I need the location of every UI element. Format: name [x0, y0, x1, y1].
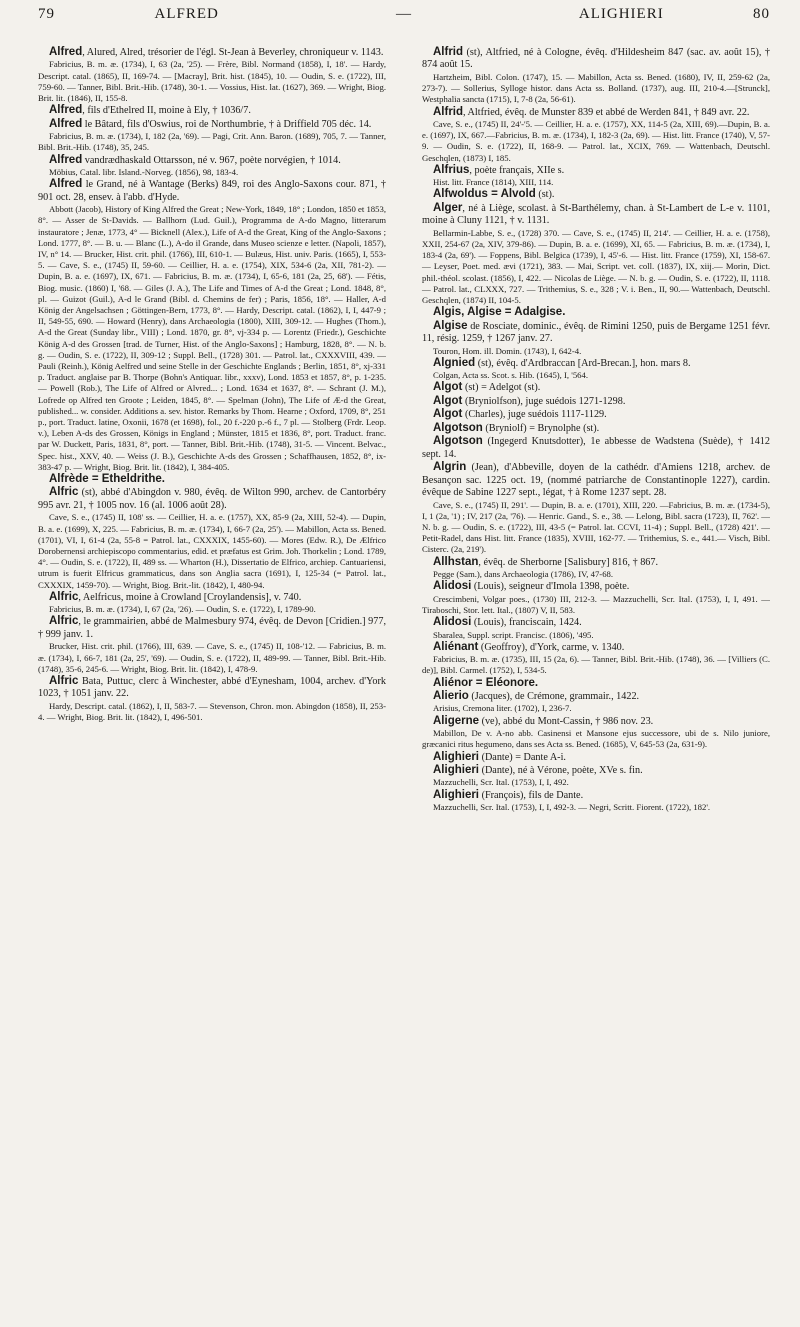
dictionary-entry	[422, 357, 770, 370]
reference-list: Fabricius, B. m. æ. (1734), I, 67 (2a, '26). — Oudin, S. e. (1722), I, 1789-90.	[49, 604, 316, 615]
reference-list: Sbaralea, Suppl. script. Francisc. (1806), '495.	[433, 629, 594, 640]
dictionary-entry	[422, 188, 770, 201]
dictionary-entry	[422, 320, 770, 346]
entry-headword: Aliénant	[433, 640, 479, 653]
reference-list: Bellarmin-Labbe, S. e., (1728) 370. — Cave, S. e., (1745) II, 214'. — Ceillier, H. a. e. (1758), XXII, 254-67 (2a, XIV, 379-86). — Dupin, B. a. e. (1699), XI, 65. — Fabricius, B. m. æ. (1734), I, 183-4 (2a, 69'). — Foppens, Bibl. Belgica (1739), I, 45'-6. — Hist. litt. France (1759), XI, 158-67. — Leyser, Poet. med. ævi (1721), 383. — Mai, Script. vet. coll. (1837), IX, xiij.— Morin, Dict. phil.-théol. scolast. (1856), I, 422. — Nicolas de Liège. — N. b. g. — Oudin, S. e. (1722), II, 1118. — Patrol. lat., CLXXX, 727. — Trithemius, S. e., 328 ; V. i. Ben., II, 90.— Wattenbach, Deutschl. Geschqlen, (1874) II, 104-5.	[422, 227, 770, 306]
entry-headword: Allhstan	[433, 555, 479, 568]
entry-description: , évêq. de Sherborne [Salisbury] 816, † 867.	[478, 556, 659, 568]
entry-headword: Alighieri	[433, 750, 480, 763]
entry-description: , le grammairien, abbé de Malmesbury 974, évêq. de Devon [Cridien.] 977, † 999 janv. 1.	[38, 616, 386, 640]
entry-headword: Alfred	[49, 153, 83, 166]
reference-list: Pegge (Sam.), dans Archaeologia (1786), IV, 47-68.	[433, 568, 614, 579]
entry-description: , né à Liège, scolast. à St-Barthélemy, chan. à St-Lambert de L-e v. 1101, moine à Cluny 1121, † v. 1131.	[422, 202, 770, 227]
dictionary-entry	[422, 461, 770, 499]
entry-description: vandrædhaskald Ottarsson, né v. 967, poète norvégien, † 1014.	[82, 154, 341, 166]
dictionary-entry	[422, 306, 770, 319]
dictionary-entry	[422, 556, 770, 569]
entry-description: (Louis), franciscain, 1424.	[471, 617, 582, 629]
entry-description: (st), abbé d'Abingdon v. 980, évêq. de Wilton 990, archev. de Cantorbéry 995 avr. 21, † 1005 nov. 16 (al. 1006 août 28).	[38, 487, 386, 511]
reference-list: Hardy, Descript. catal. (1862), I, II, 583-7. — Stevenson, Chron. mon. Abingdon (1858), II, 253-4. — Wright, Biog. Brit. lit. (1842), I, 496-501.	[38, 700, 386, 723]
entry-headword: Alfrius	[433, 163, 470, 176]
dictionary-entry	[422, 381, 770, 394]
reference-list: Fabricius, B. m. æ. (1734), I, 182 (2a, '69). — Pagi, Crit. Ann. Baron. (1689), 705, 7. — Tanner, Bibl. Brit.-Hib. (1748), 35, 245.	[38, 131, 386, 153]
dictionary-entry	[38, 104, 386, 117]
entry-description: (Louis), seigneur d'Imola 1398, poète.	[471, 581, 630, 593]
entry-description: , Altfried, évêq. de Munster 839 et abbé de Werden 841, † 849 avr. 22.	[463, 106, 750, 118]
entry-headword: Algotson	[433, 421, 483, 434]
entry-headword: Alighieri	[433, 788, 480, 801]
reference-list: Mabillon, De v. A-no abb. Casinensi et Mansone ejus successore, ubi de s. Nilo juniore, græcanici ritus hegumeno, dans ses Acta ss. Bened. (1685), V, 645-53 (2a, 631-9).	[422, 728, 770, 750]
entry-description: , fils d'Ethelred II, moine à Ely, † 1036/7.	[82, 105, 251, 117]
entry-headword: Alfred	[49, 104, 83, 117]
entry-headword: Algot	[433, 381, 463, 394]
entry-headword: Alfred	[49, 46, 83, 58]
entry-headword: Alighieri	[433, 763, 480, 776]
dictionary-entry	[38, 473, 386, 486]
entry-headword: Alfred	[49, 178, 83, 191]
running-header	[38, 6, 770, 46]
entry-description: le Grand, né à Wantage (Berks) 849, roi des Anglo-Saxons cour. 871, † 901 oct. 28, ensev. à l'abb. d'Hyde.	[38, 179, 386, 203]
dictionary-entry	[38, 615, 386, 641]
reference-list: Cave, S. e., (1745) II, 291'. — Dupin, B. a. e. (1701), XIII, 220. —Fabricius, B. m. æ. (1734-5), I, 1 (2a, '1) ; IV, 217 (2a, '76). — Henric. Gand., S. e., 38. — Lelong, Bibl. sacra (1723), II, 762'. — N. b. g. — Oudin, S. e. (1722), III, 43-5 (= Patrol. lat. CCVI, 11-4) ; Suppl. Bell., (1728) 421'. — Petit-Radel, dans Hist. litt. France (1835), XVIII, 162-77. — Trithemius, S. e., 441.— Visch, Bibl. Cisterc. (2a, 219').	[422, 499, 770, 555]
entry-description: (Jean), d'Abbeville, doyen de la cathédr. d'Amiens 1218, archev. de Besançon sac. 1225 oct. 19, (nommé patriarche de Constantinople 1227), cardin. évêque de Sabine 1227 sept., légat, † à Rome 1237 sept. 28.	[422, 462, 770, 499]
dictionary-entry	[422, 580, 770, 593]
entry-description: (Dante) = Dante A-i.	[479, 751, 566, 763]
reference-list: Mazzuchelli, Scr. Ital. (1753), I, I, 492-3. — Negri, Scritt. Fiorent. (1722), 182'.	[433, 802, 711, 813]
entry-headword: Alidosi	[433, 580, 472, 593]
dictionary-entry	[38, 486, 386, 512]
entry-headword: Alfrid	[433, 46, 464, 58]
reference-list: Touron, Hom. ill. Domin. (1743), I, 642-4.	[433, 345, 582, 356]
left-column	[38, 46, 386, 813]
entry-headword: Alger	[433, 201, 463, 214]
reference-list: Mazzuchelli, Scr. Ital. (1753), I, I, 492.	[433, 777, 569, 788]
entry-headword: Alfric	[49, 590, 79, 603]
dictionary-entry	[422, 789, 770, 802]
entry-description: (st), évêq. d'Ardbraccan [Ard-Brecan.], hon. mars 8.	[475, 357, 691, 369]
entry-headword: Alidosi	[433, 616, 472, 629]
entry-description: (Jacques), de Crémone, grammair., 1422.	[468, 691, 640, 703]
running-title-right: ALIGHIERI	[578, 6, 664, 22]
entry-headword: Alfric	[49, 486, 79, 499]
entry-description: (Ingegerd Knutsdotter), 1e abbesse de Wadstena (Suède), † 1412 sept. 14.	[422, 436, 770, 460]
entry-headword: Algotson	[433, 435, 483, 448]
dictionary-entry	[422, 641, 770, 654]
reference-list: Brucker, Hist. crit. phil. (1766), III, 639. — Cave, S. e., (1745) II, 108-'12. — Fabricius, B. m. æ. (1734), I, 66-7, 181 (2a, 25', '69). — Oudin, S. e. (1722), II, 489-99. — Tanner, Bibl. Brit.-Hib. (1748), 35-6, 245-6. — Wright, Biog. Brit. lit. (1842), I, 478-9.	[38, 641, 386, 674]
reference-list: Abbott (Jacob), History of King Alfred the Great ; New-York, 1849, 18° ; London, 1850 et 1853, 8°. — Asser de St-Davids. — Ballhorn (Lud. Guil.), Programma de A-do Magno, litterarum instauratore ; Jenæ, 1773, 4° — Bicknell (Alex.), Life of A-d the Great, King of the Anglo-Saxons ; Lond. 1777, 8°. — B. u. — Blanc (L.), A-do il Grande, dans Museo scienze e letter. (Napoli, 1857), IV, n° 14. — Brucker, Hist. crit. phil. (1766), III, 610-1. — Bulæus, Hist. univ. Paris. (1665), I, 553-5. — Cave, S. e., (1745) II, 59-60. — Ceillier, H. a. e. (1754), XIX, 534-6 (2a, XII, 781-2). — Dupin, B. a. e. (1697), IX, 671. — Fabricius, B. m. æ. (1734), I, 65-6, 181 (2a, 25, 68'). — Fétis, Biog. music. (1860) I, '68. — Giles (J. A.), The Life and Times of A-d the Great ; Lond. 1848, 8°, pl. — Guizot (Guil.), A-d le Grand (Bibl. d. Chemins de fer) ; Paris, 1856, 18°. — Haller, A-d König der Angelsachsen ; Göttingen-Bern, 1773, 8°. — Hardy, Descript. catal. (1862), I, I, 447-9 ; II, 549-55, 690. — Howard (Henry), dans Archaeologia (1800), XIII, 309-12. — Hughes (Thom.), A-d the Great (Sunday libr., VIII) ; Lond. 1870, gr. 8°, vj-334 p. — Lorentz (Friedr.), Geschichte König A-d des Grossen [trad. de Turner, Hist. of the Anglo-Saxons] ; Hamburg, 1828, 8°. — N. b. g. — Oudin, S. e. (1722), II, 309-12 ; Suppl. Bell., (1728) 301. — Patrol. lat., CXXXVIII, 439. — Pauli (Reinh.), König Aelfred und seine Stelle in der Geschichte Englands ; Berlin, 1851, 8°, xj-331 p. Traduct. anglaise par B. Thorpe (Bohn's Antiquar. libr., xxxv), Lond. 1853 et 1857, 8°, p. 1-235. — Powell (Rob.), The Life of Alfred or Alvred... ; Lond. 1634 et 1637, 8°. — Schrant (J. M.), Lofrede op Alfred ten Groote ; Leiden, 1845, 8°. — Spelman (John), The Life of Æ-d the Great, published... w. consider. Additions a. sev. histor. Remarks by Thom. Hearne ; Oxford, 1709, 8°, 251 p., port. Traduct. latine, Oxonii, 1678 (et 1698), fol., 20 f.-220 p.-6 f., 7 pl. — Stolberg (Frdr. Leop. v.), Leben A-ds des Grossen, Königs in England ; Münster, 1815 et 1836, 8°, port. Traduct. franc. par W. Duckett, Paris, 1831, 8°, port. — Tanner, Bibl. Brit.-Hib. (1748), 31-5. — Vincent. Belvac., Spec. hist., XXV, 40. — Weiss (J. B.), Geschichte A-ds des Grossen ; Schaffhausen, 1852, 8°, ix-383-47 p. — Wright, Biog. Brit. lit. (1842), I, 384-405.	[38, 204, 386, 472]
running-title-dash: —	[395, 6, 412, 22]
dictionary-entry	[422, 715, 770, 728]
entry-description: , poète français, XIIe s.	[469, 164, 565, 176]
running-title-left: ALFRED	[154, 6, 219, 22]
dictionary-entry	[422, 764, 770, 777]
reference-list: Hist. litt. France (1814), XIII, 114.	[433, 177, 554, 188]
dictionary-entry	[422, 46, 770, 72]
reference-list: Arisius, Cremona liter. (1702), I, 236-7.	[433, 703, 572, 714]
dictionary-entry	[422, 690, 770, 703]
dictionary-entry	[422, 616, 770, 629]
entry-headword: Algrin	[433, 461, 467, 474]
entry-description: (Geoffroy), d'York, carme, v. 1340.	[478, 641, 625, 653]
reference-list: Fabricius, B. m. æ. (1734), I, 63 (2a, '25). — Frère, Bibl. Normand (1858), I, 18'. — Hardy, Descript. catal. (1865), II, 169-74. — [Macray], Brit. hist. (1845), 10. — Oudin, S. e. (1722), III, 759-60. — Tanner, Bibl. Brit.-Hib. (1748), 30-1. — Vossius, Hist. lat. (1627), 369. — Wright, Biog. Brit. lit. (1846), II, 155-8.	[38, 59, 386, 104]
entry-headword: Algot	[433, 408, 463, 421]
entry-description: (François), fils de Dante.	[479, 789, 584, 801]
entry-headword: Alierio	[433, 690, 469, 703]
entry-headword: Alfric	[49, 615, 79, 628]
dictionary-entry	[422, 422, 770, 435]
entry-description: (Dante), né à Vérone, poète, XVe s. fin.	[479, 764, 643, 776]
reference-list: Hartzheim, Bibl. Colon. (1747), 15. — Mabillon, Acta ss. Bened. (1680), IV, II, 259-62 (2a, 273-7). — Sollerius, Sylloge histor. dans Acta ss. Bolland. (1737), aug. III, 210-4.—[Strunck], Westphalia sancta (1715), I, 7-8 (2a, 56-61).	[422, 71, 770, 105]
dictionary-entry	[38, 675, 386, 701]
dictionary-entry	[38, 591, 386, 604]
reference-list: Crescimbeni, Volgar poes., (1730) III, 212-3. — Mazzuchelli, Scr. Ital. (1753), I, I, 491. — Tiraboschi, Stor. lett. Ital., (1807) V, II, 583.	[422, 593, 770, 615]
entry-description: (Bryniolfson), juge suédois 1271-1298.	[462, 395, 626, 407]
reference-list: Colgan, Acta ss. Scot. s. Hib. (1645), I, '564.	[433, 370, 589, 381]
reference-list: Cave, S. e., (1745) II, 24'-'5. — Ceillier, H. a. e. (1757), XX, 114-5 (2a, XIII, 69).—Dupin, B. a. e. (1697), IX, 667.—Fabricius, B. m. æ. (1734), I, 182-3 (2a, 69). — Hist. litt. France (1740), V, 57-9. — Oudin, S. e. (1722), II, 168-9. — Patrol. lat., XCIX, 769. — Wattenbach, Deutschl. Geschqlen, (1873) I, 185.	[422, 118, 770, 163]
entry-description: (st), Altfried, né à Cologne, évêq. d'Hildesheim 847 (sac. av. août 15), † 874 août 15.	[422, 47, 770, 71]
entry-description: le Bâtard, fils d'Oswius, roi de Northumbrie, † à Driffield 705 déc. 14.	[82, 118, 372, 130]
dictionary-entry	[38, 46, 386, 59]
dictionary-entry	[422, 751, 770, 764]
entry-headword: Aligerne	[433, 714, 480, 727]
dictionary-entry	[422, 677, 770, 690]
dictionary-entry	[422, 106, 770, 119]
dictionary-entry	[422, 435, 770, 461]
dictionary-entry	[38, 154, 386, 167]
entry-headword: Alfwoldus = Alvold	[433, 188, 536, 201]
page-number-left: 79	[38, 6, 55, 22]
entry-description: (Bryniolf) = Brynolphe (st).	[482, 422, 600, 434]
entry-headword: Alfrid	[433, 105, 464, 118]
entry-description: (st).	[535, 189, 555, 201]
dictionary-entry	[38, 118, 386, 131]
entry-headword: Algot	[433, 394, 463, 407]
entry-description: , Alured, Alred, trésorier de l'égl. St-Jean à Beverley, chroniqueur v. 1143.	[82, 47, 384, 58]
entry-description: (Charles), juge suédois 1117-1129.	[462, 409, 607, 421]
dictionary-entry	[422, 164, 770, 177]
entry-headword: Aliénor = Eléonore.	[433, 676, 539, 689]
reference-list: Cave, S. e., (1745) II, 108' ss. — Ceillier, H. a. e. (1757), XX, 85-9 (2a, XIII, 52-4). — Dupin, B. a. e. (1699), X, 225. — Fabricius, B. m. æ. (1734), I, 66-7 (2a, 25'). — Mabillon, Acta ss. Bened. (1701), VI, I, 61-4 (2a, 55-8 = Patrol. lat., CXXXIX, 1455-60). — Mores (Edw. R.), De Ælfrico Dorobernensi archiepiscopo commentarius, edid. et præfatus est Grim. Joh. Thorkelin ; Lond. 1789, 4°. — Oudin, S. e. (1722), II, 489 ss. — Wharton (H.), Dissertatio de Elfrico, archiep. Cantuariensi, utrum is fuerit Elfricus grammaticus, dans son Anglia sacra (1691), I, 125-34 (= Patrol. lat., CXXXIX, 1459-70). — Wright, Biog. Brit.-lit. (1842), I, 480-94.	[38, 512, 386, 590]
entry-headword: Algnied	[433, 356, 476, 369]
entry-description: (ve), abbé du Mont-Cassin, † 986 nov. 23.	[479, 715, 654, 727]
entry-description: de Rosciate, dominic., évêq. de Rimini 1250, puis de Bergame 1251 févr. 11, résig. 1259, † 1267 janv. 27.	[422, 320, 770, 345]
columns	[38, 46, 770, 813]
entry-description: , Aelfricus, moine à Crowland [Croylandensis], v. 740.	[78, 591, 302, 603]
entry-headword: Alfrède = Etheldrithe.	[49, 473, 165, 486]
right-column	[422, 46, 770, 813]
entry-headword: Alfred	[49, 117, 83, 130]
reference-list: Möbius, Catal. libr. Island.-Norveg. (1856), 98, 183-4.	[49, 167, 239, 178]
page-number-right: 80	[752, 6, 770, 22]
dictionary-entry	[422, 408, 770, 421]
reference-list: Fabricius, B. m. æ. (1735), III, 15 (2a, 6). — Tanner, Bibl. Brit.-Hib. (1748), 36. — [Villiers (C. de)], Bibl. Carmel. (1752), I, 534-5.	[422, 654, 770, 676]
dictionary-entry	[422, 395, 770, 408]
entry-headword: Alfric	[49, 674, 79, 687]
entry-headword: Algis, Algise = Adalgise.	[433, 306, 566, 319]
entry-headword: Algise	[433, 319, 468, 332]
dictionary-entry	[422, 202, 770, 228]
entry-description: Bata, Puttuc, clerc à Winchester, abbé d'Eynesham, 1004, archev. d'York 1023, † 1051 janv. 22.	[38, 675, 386, 700]
entry-description: (st) = Adelgot (st).	[462, 382, 541, 394]
dictionary-entry	[38, 178, 386, 204]
